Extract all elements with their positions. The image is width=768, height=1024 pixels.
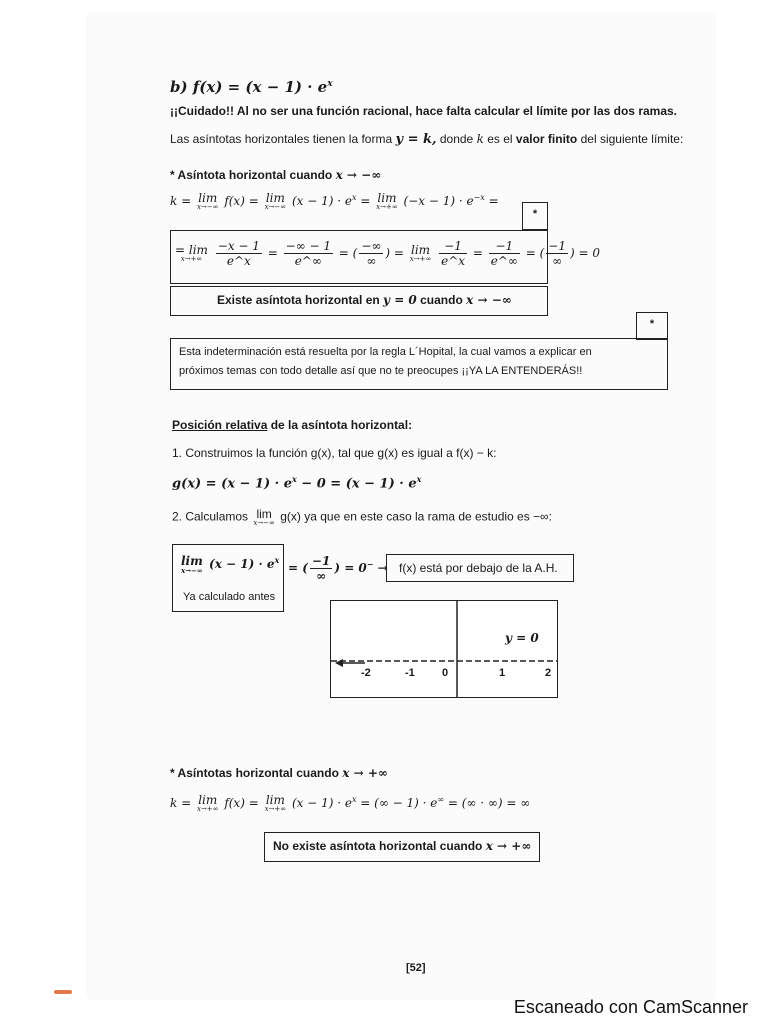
conclusion-1 <box>217 293 512 307</box>
frac-1-num: −x − 1 <box>217 239 260 253</box>
step-2 <box>172 508 552 527</box>
section-plus-inf-title-text: * Asíntotas horizontal cuando <box>170 766 339 780</box>
conclusion-2-text: No existe asíntota horizontal cuando <box>273 839 483 853</box>
lim-6 <box>197 794 219 813</box>
conclusion-1-tail-math: x → −∞ <box>466 293 512 307</box>
frac-2 <box>284 239 333 268</box>
position-title <box>172 418 412 432</box>
section-minus-inf-title-text: * Asíntota horizontal cuando <box>170 168 333 182</box>
expr-3-exp: x <box>351 795 357 804</box>
result-box <box>386 554 574 582</box>
eq-end: = <box>488 194 499 208</box>
position-title-underlined: Posición relativa <box>172 418 268 432</box>
g-definition <box>172 474 421 491</box>
conclusion-1-tail: cuando <box>420 293 463 307</box>
arrow-head-icon <box>335 659 343 667</box>
lim-1-sub: x→−∞ <box>196 203 219 211</box>
note-line-1: Esta indeterminación está resuelta por la regla L´Hopital, la cual vamos a explicar en <box>179 346 592 358</box>
part-heading <box>170 78 333 96</box>
position-eq-result-sup: − <box>366 559 374 569</box>
f-of-x-2: f(x) = <box>224 796 259 810</box>
frac-3-num: −∞ <box>361 239 382 253</box>
frac-4 <box>439 239 467 268</box>
star-marker-box-1 <box>522 202 548 230</box>
g-def-exp-2: x <box>416 474 422 484</box>
expr-1: (x − 1) · e <box>291 194 352 208</box>
intro-line <box>170 132 683 147</box>
k-equals: k = <box>170 194 192 208</box>
intro-middle: donde <box>439 132 474 146</box>
boxed-expr: (x − 1) · e <box>209 557 275 571</box>
intro-form: y = k, <box>395 132 437 147</box>
boxed-exp: x <box>274 555 280 565</box>
result-box-text: f(x) está por debajo de la A.H. <box>399 561 558 575</box>
conclusion-1-math: y = 0 <box>383 293 417 307</box>
expr-2: (−x − 1) · e <box>403 194 474 208</box>
intro-prefix: Las asíntotas horizontales tienen la forma <box>170 132 393 146</box>
tail-1-exp: ∞ <box>437 795 445 804</box>
intro-k: k <box>476 132 484 146</box>
lim-2-text: lim <box>265 191 285 205</box>
k-equals-2: k = <box>170 796 192 810</box>
expr-2-exp: −x <box>473 193 485 202</box>
note-line-2: próximos temas con todo detalle así que no te preocupes ¡¡YA LA ENTENDERÁS!! <box>179 365 583 377</box>
frac-2-num: −∞ − 1 <box>285 239 331 253</box>
frac-5 <box>489 239 520 268</box>
tail-1: = (∞ − 1) · e <box>360 796 438 810</box>
step-2-suffix: g(x) ya que en este caso la rama de estudio es −∞: <box>280 509 552 524</box>
frac-1-den: e^x <box>226 254 251 268</box>
frac-4-num: −1 <box>439 239 467 254</box>
lim-5-sub: x→+∞ <box>409 255 432 263</box>
tick-neg1: -1 <box>405 667 415 679</box>
lim-1-text: lim <box>198 191 218 205</box>
section-minus-inf-title-math: x → −∞ <box>335 168 382 182</box>
asymptote-graph <box>330 600 558 698</box>
step-2-lim <box>253 508 275 527</box>
lim-3-sub: x→+∞ <box>376 203 398 211</box>
arrow-icon: → <box>377 561 388 575</box>
intro-middle2: es el <box>487 132 513 146</box>
frac-6-num: −1 <box>548 239 566 253</box>
lim-2-sub: x→−∞ <box>264 203 287 211</box>
graph-label: y = 0 <box>505 631 539 645</box>
lim-5-text: lim <box>411 243 431 257</box>
lim-3-text: lim <box>377 191 397 205</box>
frac-4-den: e^x <box>441 254 466 268</box>
boxed-lim-sub: x→−∞ <box>181 566 203 575</box>
lim-4-text: = lim <box>175 243 208 257</box>
conclusion-box-2 <box>264 832 540 862</box>
limit-line-2-box <box>170 230 600 284</box>
section-minus-inf-title <box>170 168 381 182</box>
frac-6-den: ∞ <box>552 254 563 268</box>
lim-7 <box>265 794 287 813</box>
g-def-2: − 0 = (x − 1) · e <box>301 476 417 492</box>
part-label: b) <box>170 78 188 96</box>
boxed-lim <box>181 555 203 574</box>
star-marker-2: * <box>649 318 655 330</box>
graph-svg <box>331 601 557 697</box>
tail-2: = (∞ · ∞) = ∞ <box>447 796 531 810</box>
position-eq-result: = 0 <box>344 561 367 575</box>
conclusion-box-1 <box>170 286 548 316</box>
lim-5 <box>410 244 432 263</box>
position-frac <box>310 554 332 583</box>
position-title-rest: de la asíntota horizontal: <box>270 418 413 432</box>
lim-7-text: lim <box>265 793 285 807</box>
part-function-exp: x <box>327 79 333 89</box>
section-plus-inf-title <box>170 766 388 780</box>
conclusion-2 <box>273 839 531 853</box>
lim-3 <box>376 192 398 211</box>
boxed-limit-expr <box>179 555 279 574</box>
tick-1: 1 <box>499 667 506 679</box>
boxed-lim-text: lim <box>181 554 203 568</box>
frac-1 <box>216 239 262 268</box>
conclusion-1-text: Existe asíntota horizontal en <box>217 293 380 307</box>
limit-line-3 <box>170 794 530 813</box>
step-2-lim-sub: x→−∞ <box>253 519 275 527</box>
frac-5-den: e^∞ <box>490 254 518 268</box>
expr-3: (x − 1) · e <box>291 796 352 810</box>
g-def-1: g(x) = (x − 1) · e <box>172 476 292 492</box>
step-2-prefix: 2. Calculamos <box>172 509 249 524</box>
frac-5-num: −1 <box>489 239 520 254</box>
star-marker-box-2 <box>636 312 668 340</box>
position-result: = ( $\frac{-1}{\infty}$ ) = 0− → <box>288 554 388 583</box>
intro-suffix: del siguiente límite: <box>580 132 684 146</box>
lim-2 <box>265 192 287 211</box>
section-plus-inf-title-math: x → +∞ <box>342 766 388 780</box>
frac-3-den: ∞ <box>366 254 377 268</box>
lim-4 <box>175 244 208 263</box>
g-def-exp-1: x <box>291 474 297 484</box>
lim-6-text: lim <box>198 793 218 807</box>
tick-2: 2 <box>545 667 552 679</box>
tick-neg2: -2 <box>361 667 371 679</box>
intro-bold: valor finito <box>515 132 578 146</box>
part-function: f(x) = (x − 1) · e <box>192 78 328 96</box>
page-edge-mark <box>54 990 72 994</box>
limit-line-1 <box>170 192 499 211</box>
boxed-limit <box>172 544 284 612</box>
tick-0: 0 <box>442 667 449 679</box>
warning-text: ¡¡Cuidado!! Al no ser una función racional, hace falta calcular el límite por las dos ramas. <box>170 104 678 118</box>
note-box <box>170 338 668 390</box>
frac-6 <box>546 239 568 268</box>
lim-1 <box>197 192 219 211</box>
limit-result: = 0 <box>578 246 600 260</box>
expr-1-exp: x <box>351 193 357 202</box>
step-2-lim-text: lim <box>256 507 272 521</box>
frac-2-den: e^∞ <box>294 254 322 268</box>
star-marker-1: * <box>532 208 538 220</box>
boxed-note: Ya calculado antes <box>183 591 276 603</box>
eq-1: = <box>360 194 371 208</box>
camscanner-watermark: Escaneado con CamScanner <box>513 997 748 1017</box>
page-number: [52] <box>406 962 426 974</box>
lim-6-sub: x→+∞ <box>196 805 219 813</box>
conclusion-2-math: x → +∞ <box>485 839 532 853</box>
step-1: 1. Construimos la función g(x), tal que g(x) es igual a f(x) − k: <box>172 446 497 460</box>
position-frac-num: −1 <box>311 554 331 568</box>
position-frac-den: ∞ <box>316 569 327 583</box>
lim-7-sub: x→+∞ <box>264 805 287 813</box>
lim-4-sub: x→+∞ <box>180 255 203 263</box>
limit-line-2: = lim x→+∞ $\frac{-x - 1}{e\^{}x}$ = $\frac{-\infty - 1}{e\^{}\infty}$ = ( $\frac{-\infty}{\infty}$ ) = lim x→+∞ $\frac{-1}{e\^{}x}$ = $\frac{-1}{e\^{}\infty}$ = ( $\frac{-1}{\infty}$ ) = 0 <box>175 239 600 268</box>
f-of-x: f(x) = <box>224 194 259 208</box>
frac-3 <box>359 239 383 268</box>
